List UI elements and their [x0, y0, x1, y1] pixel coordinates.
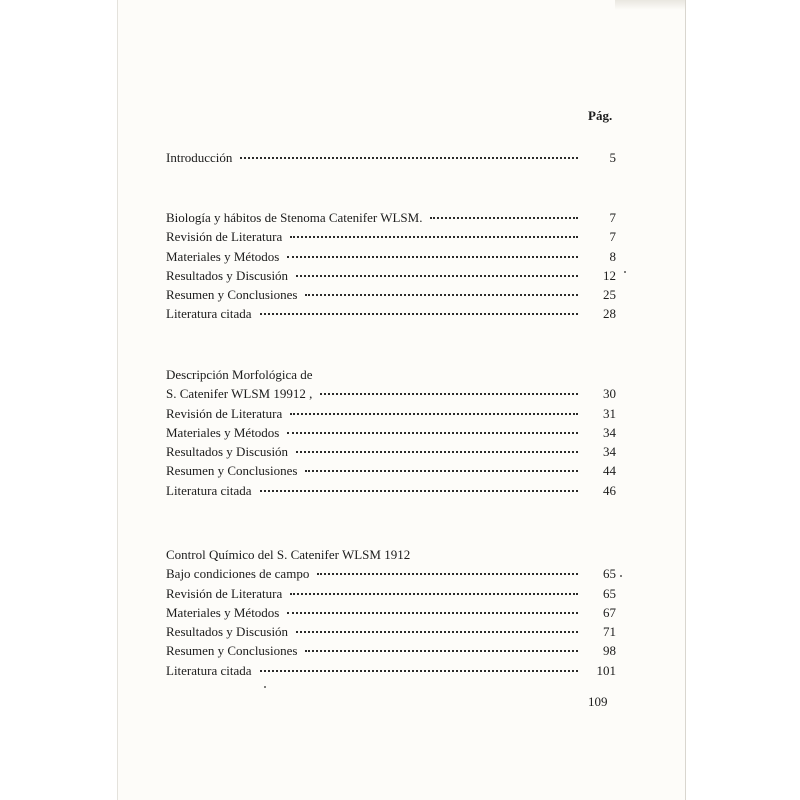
toc-entry-page: 65	[603, 566, 616, 582]
dot-leader	[260, 313, 578, 315]
toc-intro	[166, 148, 616, 167]
toc-entry-label: S. Catenifer WLSM 19912 ,	[166, 386, 313, 402]
toc-entry-label: Biología y hábitos de Stenoma Catenifer WLSM.	[166, 210, 423, 225]
toc-section-control	[166, 545, 616, 680]
toc-entry-label: Literatura citada	[166, 662, 252, 678]
document-page	[117, 0, 686, 800]
toc-entry-page: 101	[596, 662, 616, 678]
toc-entry	[166, 304, 616, 323]
dot-leader	[290, 593, 578, 595]
toc-entry-label: Bajo condiciones de campo	[166, 566, 310, 582]
toc-entry	[166, 208, 616, 227]
toc-entry-page: 31	[603, 405, 616, 421]
dot-leader	[287, 256, 578, 258]
toc-entry	[166, 584, 616, 603]
dot-leader	[290, 236, 578, 238]
toc-section-descripcion	[166, 365, 616, 500]
page-column-header: Pág.	[588, 108, 613, 123]
dot-leader	[317, 573, 578, 575]
toc-section-biologia	[166, 208, 616, 324]
dot-leader	[305, 650, 578, 652]
toc-entry	[166, 227, 616, 246]
dot-leader	[287, 432, 578, 434]
toc-section-title: Descripción Morfológica de	[166, 367, 313, 382]
toc-entry	[166, 148, 616, 167]
toc-entry-label: Resultados y Discusión	[166, 624, 289, 640]
dot-leader	[240, 157, 578, 159]
toc-entry-page: 5	[609, 150, 616, 165]
toc-entry-label: Resumen y Conclusiones	[166, 463, 298, 479]
toc-entry-label: Materiales y Métodos	[166, 248, 280, 264]
toc-entry-page: 28	[603, 306, 616, 322]
toc-entry	[166, 266, 616, 285]
dot-leader	[260, 490, 578, 492]
dot-leader	[296, 451, 578, 453]
toc-entry-label: Introducción	[166, 150, 233, 165]
toc-entry-page: 7	[609, 210, 616, 225]
toc-entry-label: Literatura citada	[166, 482, 252, 498]
toc-entry-label: Revisión de Literatura	[166, 405, 283, 421]
toc-section-title: Control Químico del S. Catenifer WLSM 1912	[166, 547, 411, 562]
toc-entry	[166, 641, 616, 660]
paper-stain	[615, 0, 685, 10]
toc-entry-page: 71	[603, 624, 616, 640]
toc-entry-page: 46	[603, 482, 616, 498]
dot-leader	[305, 470, 578, 472]
dot-leader	[296, 275, 578, 277]
toc-entry-page: 34	[603, 444, 616, 460]
toc-entry	[166, 661, 616, 680]
toc-entry	[166, 423, 616, 442]
toc-entry	[166, 461, 616, 480]
toc-entry	[166, 285, 616, 304]
toc-entry-page: 12	[603, 267, 616, 283]
toc-entry-label: Literatura citada	[166, 306, 252, 322]
toc-entry-label: Revisión de Literatura	[166, 585, 283, 601]
dot-leader	[260, 670, 578, 672]
toc-entry-label: Resumen y Conclusiones	[166, 643, 298, 659]
dot-leader	[430, 217, 578, 219]
toc-entry-page: 34	[603, 424, 616, 440]
toc-entry-label: Resumen y Conclusiones	[166, 287, 298, 303]
toc-entry-page: 7	[609, 229, 616, 245]
toc-entry-page: 8	[609, 248, 616, 264]
toc-entry-page: 44	[603, 463, 616, 479]
toc-entry-page: 30	[603, 386, 616, 402]
toc-entry	[166, 247, 616, 266]
paper-speck	[624, 271, 626, 273]
toc-entry-label: Materiales y Métodos	[166, 604, 280, 620]
paper-speck	[620, 575, 622, 577]
dot-leader	[290, 413, 578, 415]
toc-entry	[166, 603, 616, 622]
dot-leader	[287, 612, 578, 614]
toc-entry-label: Resultados y Discusión	[166, 267, 289, 283]
toc-entry	[166, 384, 616, 403]
toc-entry-page: 25	[603, 287, 616, 303]
toc-entry-label: Resultados y Discusión	[166, 444, 289, 460]
toc-entry	[166, 404, 616, 423]
toc-entry	[166, 564, 616, 583]
dot-leader	[305, 294, 578, 296]
toc-entry	[166, 481, 616, 500]
paper-speck	[264, 686, 266, 688]
dot-leader	[296, 631, 578, 633]
toc-entry-page: 98	[603, 643, 616, 659]
toc-entry-page: 65	[603, 585, 616, 601]
page-number: 109	[588, 694, 608, 709]
toc-entry	[166, 442, 616, 461]
toc-entry-page: 67	[603, 604, 616, 620]
toc-entry	[166, 622, 616, 641]
toc-entry-label: Materiales y Métodos	[166, 424, 280, 440]
toc-entry-label: Revisión de Literatura	[166, 229, 283, 245]
dot-leader	[320, 393, 578, 395]
